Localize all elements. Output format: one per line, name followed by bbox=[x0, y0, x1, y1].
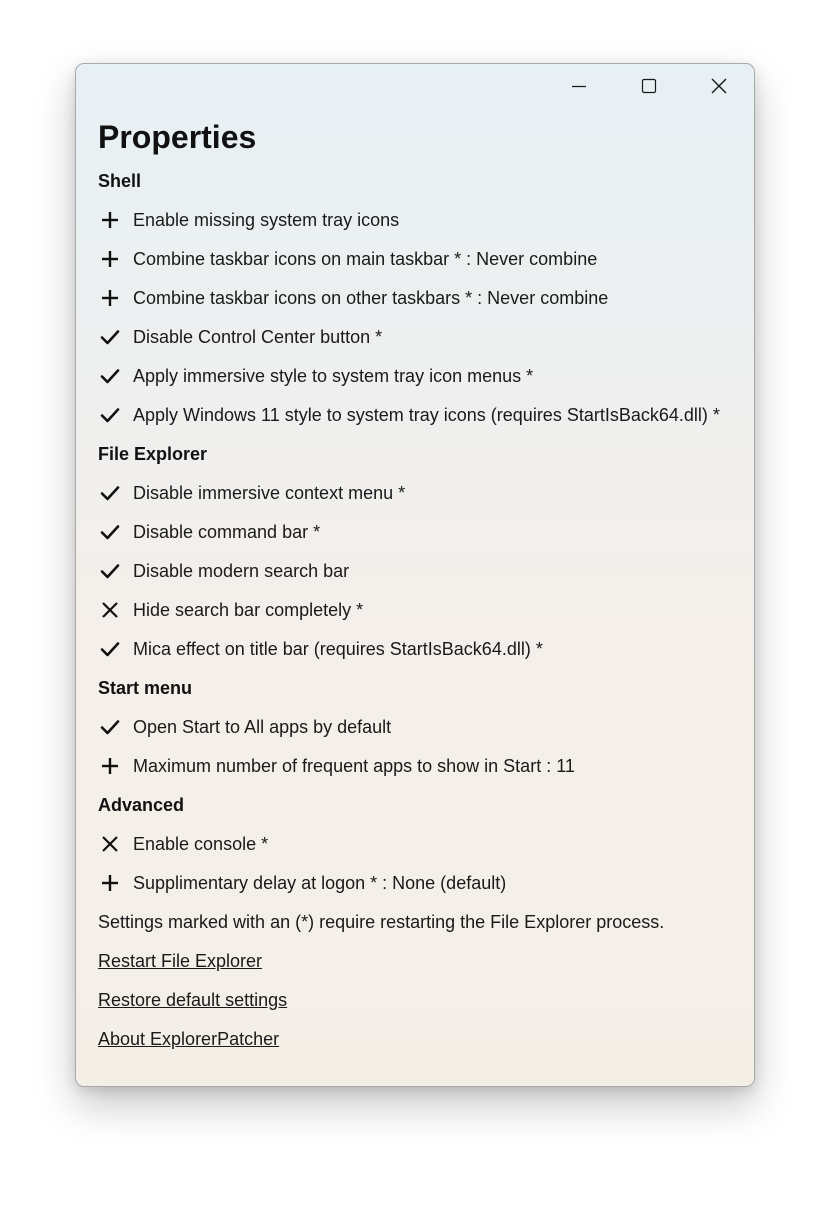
about-explorerpatcher-link[interactable]: About ExplorerPatcher bbox=[98, 1029, 280, 1049]
setting-item[interactable] bbox=[98, 285, 736, 324]
setting-item[interactable] bbox=[98, 753, 736, 792]
close-button[interactable] bbox=[684, 64, 754, 108]
section-heading: Shell bbox=[98, 171, 142, 191]
page-title: Properties bbox=[98, 119, 257, 155]
setting-item[interactable] bbox=[98, 402, 736, 441]
setting-item-label: Combine taskbar icons on other taskbars * : Never combine bbox=[133, 288, 609, 308]
checkmark-icon bbox=[98, 363, 122, 389]
setting-item-label: Maximum number of frequent apps to show in Start : 11 bbox=[133, 756, 575, 776]
setting-item[interactable] bbox=[98, 597, 736, 636]
plus-icon bbox=[98, 207, 122, 233]
restart-note: Settings marked with an (*) require restarting the File Explorer process. bbox=[98, 912, 665, 932]
cross-icon bbox=[98, 597, 122, 623]
maximize-icon bbox=[641, 78, 657, 94]
setting-item-label: Mica effect on title bar (requires StartIsBack64.dll) * bbox=[133, 639, 543, 659]
properties-window bbox=[75, 63, 755, 1087]
close-icon bbox=[711, 78, 727, 94]
restart-file-explorer-link[interactable]: Restart File Explorer bbox=[98, 951, 263, 971]
plus-icon bbox=[98, 753, 122, 779]
checkmark-icon bbox=[98, 714, 122, 740]
section-heading: Advanced bbox=[98, 795, 185, 815]
setting-item-label: Enable missing system tray icons bbox=[133, 210, 400, 230]
setting-item-label: Disable command bar * bbox=[133, 522, 321, 542]
settings-sections bbox=[98, 168, 736, 909]
setting-item[interactable] bbox=[98, 636, 736, 675]
plus-icon bbox=[98, 246, 122, 272]
maximize-button[interactable] bbox=[614, 64, 684, 108]
setting-item[interactable] bbox=[98, 714, 736, 753]
checkmark-icon bbox=[98, 558, 122, 584]
section-heading: Start menu bbox=[98, 678, 193, 698]
setting-item[interactable] bbox=[98, 558, 736, 597]
properties-content bbox=[98, 116, 736, 1065]
checkmark-icon bbox=[98, 636, 122, 662]
checkmark-icon bbox=[98, 519, 122, 545]
setting-item[interactable] bbox=[98, 831, 736, 870]
caption-buttons bbox=[544, 64, 754, 108]
setting-item[interactable] bbox=[98, 246, 736, 285]
setting-item[interactable] bbox=[98, 207, 736, 246]
setting-item-label: Apply Windows 11 style to system tray icons (requires StartIsBack64.dll) * bbox=[133, 405, 720, 425]
setting-item-label: Hide search bar completely * bbox=[133, 600, 364, 620]
setting-item[interactable] bbox=[98, 363, 736, 402]
setting-item-label: Open Start to All apps by default bbox=[133, 717, 392, 737]
setting-item-label: Supplimentary delay at logon * : None (default) bbox=[133, 873, 507, 893]
checkmark-icon bbox=[98, 402, 122, 428]
cross-icon bbox=[98, 831, 122, 857]
setting-item-label: Combine taskbar icons on main taskbar * : Never combine bbox=[133, 249, 598, 269]
setting-item-label: Disable immersive context menu * bbox=[133, 483, 406, 503]
setting-item[interactable] bbox=[98, 480, 736, 519]
setting-item-label: Disable Control Center button * bbox=[133, 327, 383, 347]
setting-item[interactable] bbox=[98, 870, 736, 909]
checkmark-icon bbox=[98, 324, 122, 350]
setting-item[interactable] bbox=[98, 324, 736, 363]
setting-item-label: Enable console * bbox=[133, 834, 269, 854]
plus-icon bbox=[98, 870, 122, 896]
section-heading: File Explorer bbox=[98, 444, 208, 464]
plus-icon bbox=[98, 285, 122, 311]
setting-item-label: Apply immersive style to system tray icon menus * bbox=[133, 366, 534, 386]
setting-item-label: Disable modern search bar bbox=[133, 561, 350, 581]
checkmark-icon bbox=[98, 480, 122, 506]
minimize-button[interactable] bbox=[544, 64, 614, 108]
minimize-icon bbox=[571, 78, 587, 94]
restore-default-settings-link[interactable]: Restore default settings bbox=[98, 990, 288, 1010]
setting-item[interactable] bbox=[98, 519, 736, 558]
